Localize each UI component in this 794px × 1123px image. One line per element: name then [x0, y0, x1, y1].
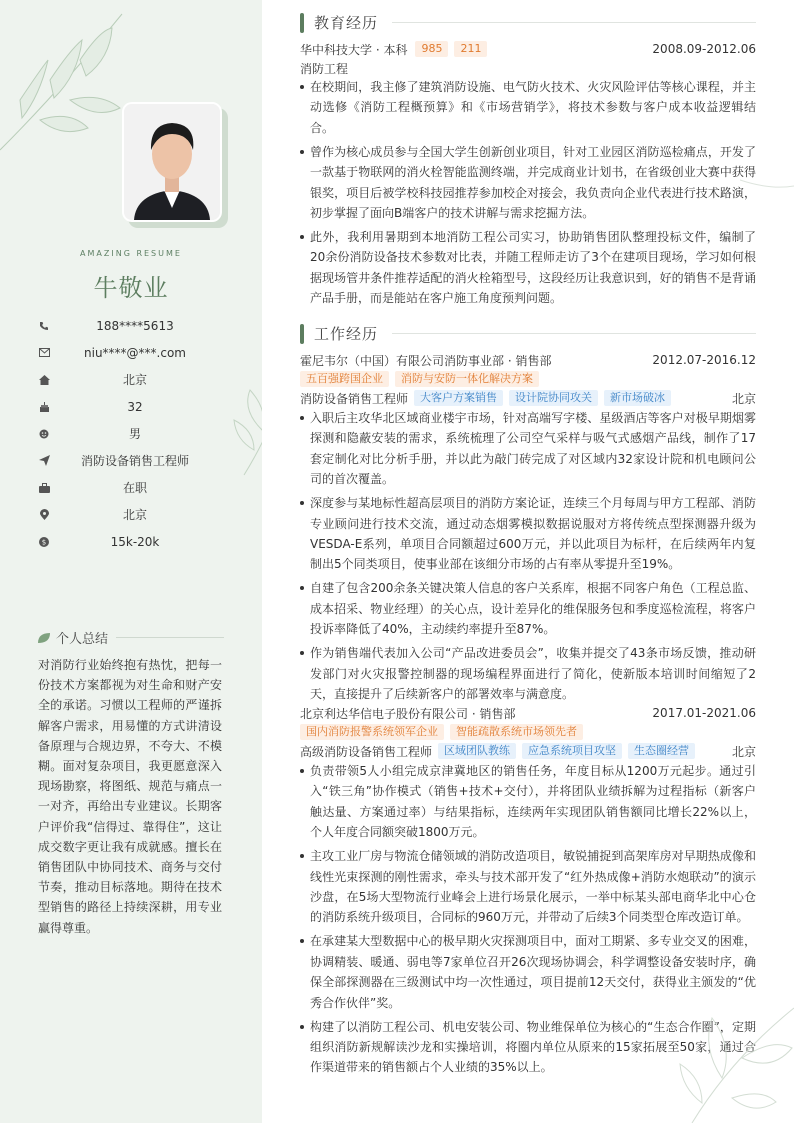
- position-tag: 区域团队教练: [438, 743, 516, 759]
- personal-info-list: [36, 312, 226, 555]
- work-title: 工作经历: [314, 325, 379, 343]
- list-item: 深度参与某地标性超高层项目的消防方案论证，连续三个月每周与甲方工程部、消防专业顾问进行技术交流，通过动态烟雾模拟数据说服对方将传统点型探测器升级为VESDA-E系列，单项目合同额超过600万元，并以此项目为标杆，在后续两年内复制出5个同类项目，使事业部在该细分市场的占有率从零提升至19%。: [300, 493, 756, 575]
- summary-text: 对消防行业始终抱有热忱，把每一份技术方案都视为对生命和财产安全的承诺。习惯以工程师的严谨拆解客户需求，用易懂的方式讲清设备原理与合规边界，不夸大、不模糊。面对复杂项目，我更愿意深入现场勘察，将图纸、规范与痛点一一对齐，再给出专业建议。长期客户评价我“信得过、靠得住”，这让成交数字更让我有成就感。擅长在销售团队中协同技术、商务与交付节奏，推动目标落地。期待在技术型销售的路径上持续深耕，用专业赢得尊重。: [38, 658, 222, 935]
- school-tag: 985: [415, 41, 448, 57]
- info-salary: $ 15k-20k: [36, 528, 226, 555]
- list-item: 负责带领5人小组完成京津冀地区的销售任务，年度目标从1200万元起步。通过引入“铁三角”协作模式（销售+技术+交付），并将团队业绩拆解为过程指标（新客户触达量、方案通过率）与结果指标，连续两年实现团队销售额同比增长22%以上，个人年度合同额突破1800万元。: [300, 761, 756, 843]
- job-period: 2017.01-2021.06: [652, 706, 756, 720]
- position-tag: 应急系统项目攻坚: [522, 743, 622, 759]
- svg-text:$: $: [41, 538, 47, 547]
- info-phone: 188****5613: [36, 312, 226, 339]
- company-tag: 五百强跨国企业: [300, 371, 389, 387]
- location-pin-icon: [36, 507, 52, 523]
- resume-tagline: AMAZING RESUME: [80, 249, 182, 258]
- leaf-decoration-icon: [740, 150, 794, 200]
- list-item: 自建了包含200余条关键决策人信息的客户关系库，根据不同客户角色（工程总监、成本招采、物业经理）的关心点，设计差异化的维保服务包和季度巡检流程，将客户投诉率降低了40%，主动续约率提升至87%。: [300, 578, 756, 639]
- position-tag: 大客户方案销售: [414, 390, 503, 406]
- company-name: 霍尼韦尔（中国）有限公司消防事业部 · 销售部: [300, 353, 552, 368]
- briefcase-icon: [36, 480, 52, 496]
- avatar: [122, 102, 222, 222]
- company-tag: 消防与安防一体化解决方案: [395, 371, 539, 387]
- job-bullets: [300, 408, 756, 704]
- work-entry-1: [300, 350, 756, 708]
- work-section-header: [300, 323, 756, 344]
- list-item: 曾作为核心成员参与全国大学生创新创业项目，针对工业园区消防巡检痛点，开发了一款基于物联网的消火栓智能监测终端，并完成商业计划书，在省级创业大赛中获得银奖，项目后被学校科技园推荐参加校企对接会，我负责向企业代表进行技术路演，初步掌握了面向B端客户的技术讲解与需求挖掘方法。: [300, 142, 756, 224]
- info-gender: 男: [36, 420, 226, 447]
- major: 消防工程: [300, 61, 349, 76]
- cake-icon: [36, 399, 52, 415]
- info-age: 32: [36, 393, 226, 420]
- list-item: 入职后主攻华北区域商业楼宇市场，针对高端写字楼、星级酒店等客户对极早期烟雾探测和隐蔽安装的需求，系统梳理了公司空气采样与吸气式感烟产品线，制作了17套定制化对比分析手册，并以此为敲门砖完成了对区域内32家设计院和机电顾问公司的首次覆盖。: [300, 408, 756, 490]
- portrait-icon: [124, 104, 220, 220]
- education-period: 2008.09-2012.06: [652, 42, 756, 56]
- position-tag: 生态圈经营: [628, 743, 695, 759]
- gender-icon: [36, 426, 52, 442]
- education-entry: [300, 39, 756, 312]
- info-status: 在职: [36, 474, 226, 501]
- leaf-decoration-icon: [232, 370, 262, 480]
- sidebar: [0, 0, 262, 1123]
- school-name: 华中科技大学 · 本科: [300, 42, 408, 57]
- summary-title: 个人总结: [56, 632, 109, 647]
- job-location: 北京: [731, 744, 756, 759]
- job-location: 北京: [731, 391, 756, 406]
- leaf-decoration-icon: [672, 968, 794, 1123]
- company-name: 北京利达华信电子股份有限公司 · 销售部: [300, 706, 516, 721]
- education-bullets: [300, 77, 756, 309]
- list-item: 主攻工业厂房与物流仓储领域的消防改造项目，敏锐捕捉到高架库房对早期热成像和线性光束探测的刚性需求，牵头与技术部开发了“红外热成像+消防水炮联动”的演示沙盘，在5场大型物流行业峰会上进行场景化展示，一举中标某头部电商华北中心仓的消防系统升级项目，合同标的960万元，并带动了后续3个同类型仓库改造订单。: [300, 846, 756, 928]
- leaf-icon: [38, 633, 50, 643]
- education-section-header: [300, 12, 756, 33]
- info-email: niu****@***.com: [36, 339, 226, 366]
- position-tag: 新市场破冰: [604, 390, 671, 406]
- company-tag: 智能疏散系统市场领先者: [450, 724, 583, 740]
- info-target-city: 北京: [36, 501, 226, 528]
- mail-icon: [36, 345, 52, 361]
- position-tag: 设计院协同攻关: [509, 390, 598, 406]
- send-icon: [36, 453, 52, 469]
- school-tag: 211: [454, 41, 487, 57]
- list-item: 构建了以消防工程公司、机电安装公司、物业维保单位为核心的“生态合作圈”，定期组织消防新规解读沙龙和实操培训，将圈内单位从原来的15家拓展至50家，通过合作渠道带来的销售额占个人业绩的35%以上。: [300, 1017, 756, 1078]
- position-title: 高级消防设备销售工程师: [300, 744, 433, 759]
- info-city: 北京: [36, 366, 226, 393]
- position-title: 消防设备销售工程师: [300, 391, 409, 406]
- list-item: 此外，我利用暑期到本地消防工程公司实习，协助销售团队整理投标文件，编制了20余份消防设备技术参数对比表，并随工程师走访了3个在建项目现场，学习如何根据现场管井条件推荐适配的消火栓箱型号，这段经历让我意识到，好的销售不是背诵产品手册，而是能站在客户施工角度预判问题。: [300, 227, 756, 309]
- company-tag: 国内消防报警系统领军企业: [300, 724, 444, 740]
- home-icon: [36, 372, 52, 388]
- phone-icon: [36, 318, 52, 334]
- leaf-decoration-icon: [0, 0, 140, 160]
- list-item: 作为销售端代表加入公司“产品改进委员会”，收集并提交了43条市场反馈，推动研发部门对火灾报警控制器的现场编程界面进行了简化，使新版本培训时间缩短了2天，直接提升了后续新客户的部署效率与满意度。: [300, 643, 756, 704]
- list-item: 在承建某大型数据中心的极早期火灾探测项目中，面对工期紧、多专业交叉的困难，协调精装、暖通、弱电等7家单位召开26次现场协调会，科学调整设备安装时序，确保全部探测器在三级测试中均一次性通过，项目提前12天交付，获得业主颁发的“优秀合作伙伴”奖。: [300, 931, 756, 1013]
- list-item: 在校期间，我主修了建筑消防设施、电气防火技术、火灾风险评估等核心课程，并主动选修《消防工程概预算》和《市场营销学》，将技术参数与客户成本收益逻辑结合。: [300, 77, 756, 138]
- salary-icon: [36, 534, 52, 550]
- education-title: 教育经历: [314, 14, 379, 32]
- info-target-position: 消防设备销售工程师: [36, 447, 226, 474]
- candidate-name: 牛敬业: [93, 274, 169, 302]
- summary-header: [38, 628, 224, 647]
- job-period: 2012.07-2016.12: [652, 353, 756, 367]
